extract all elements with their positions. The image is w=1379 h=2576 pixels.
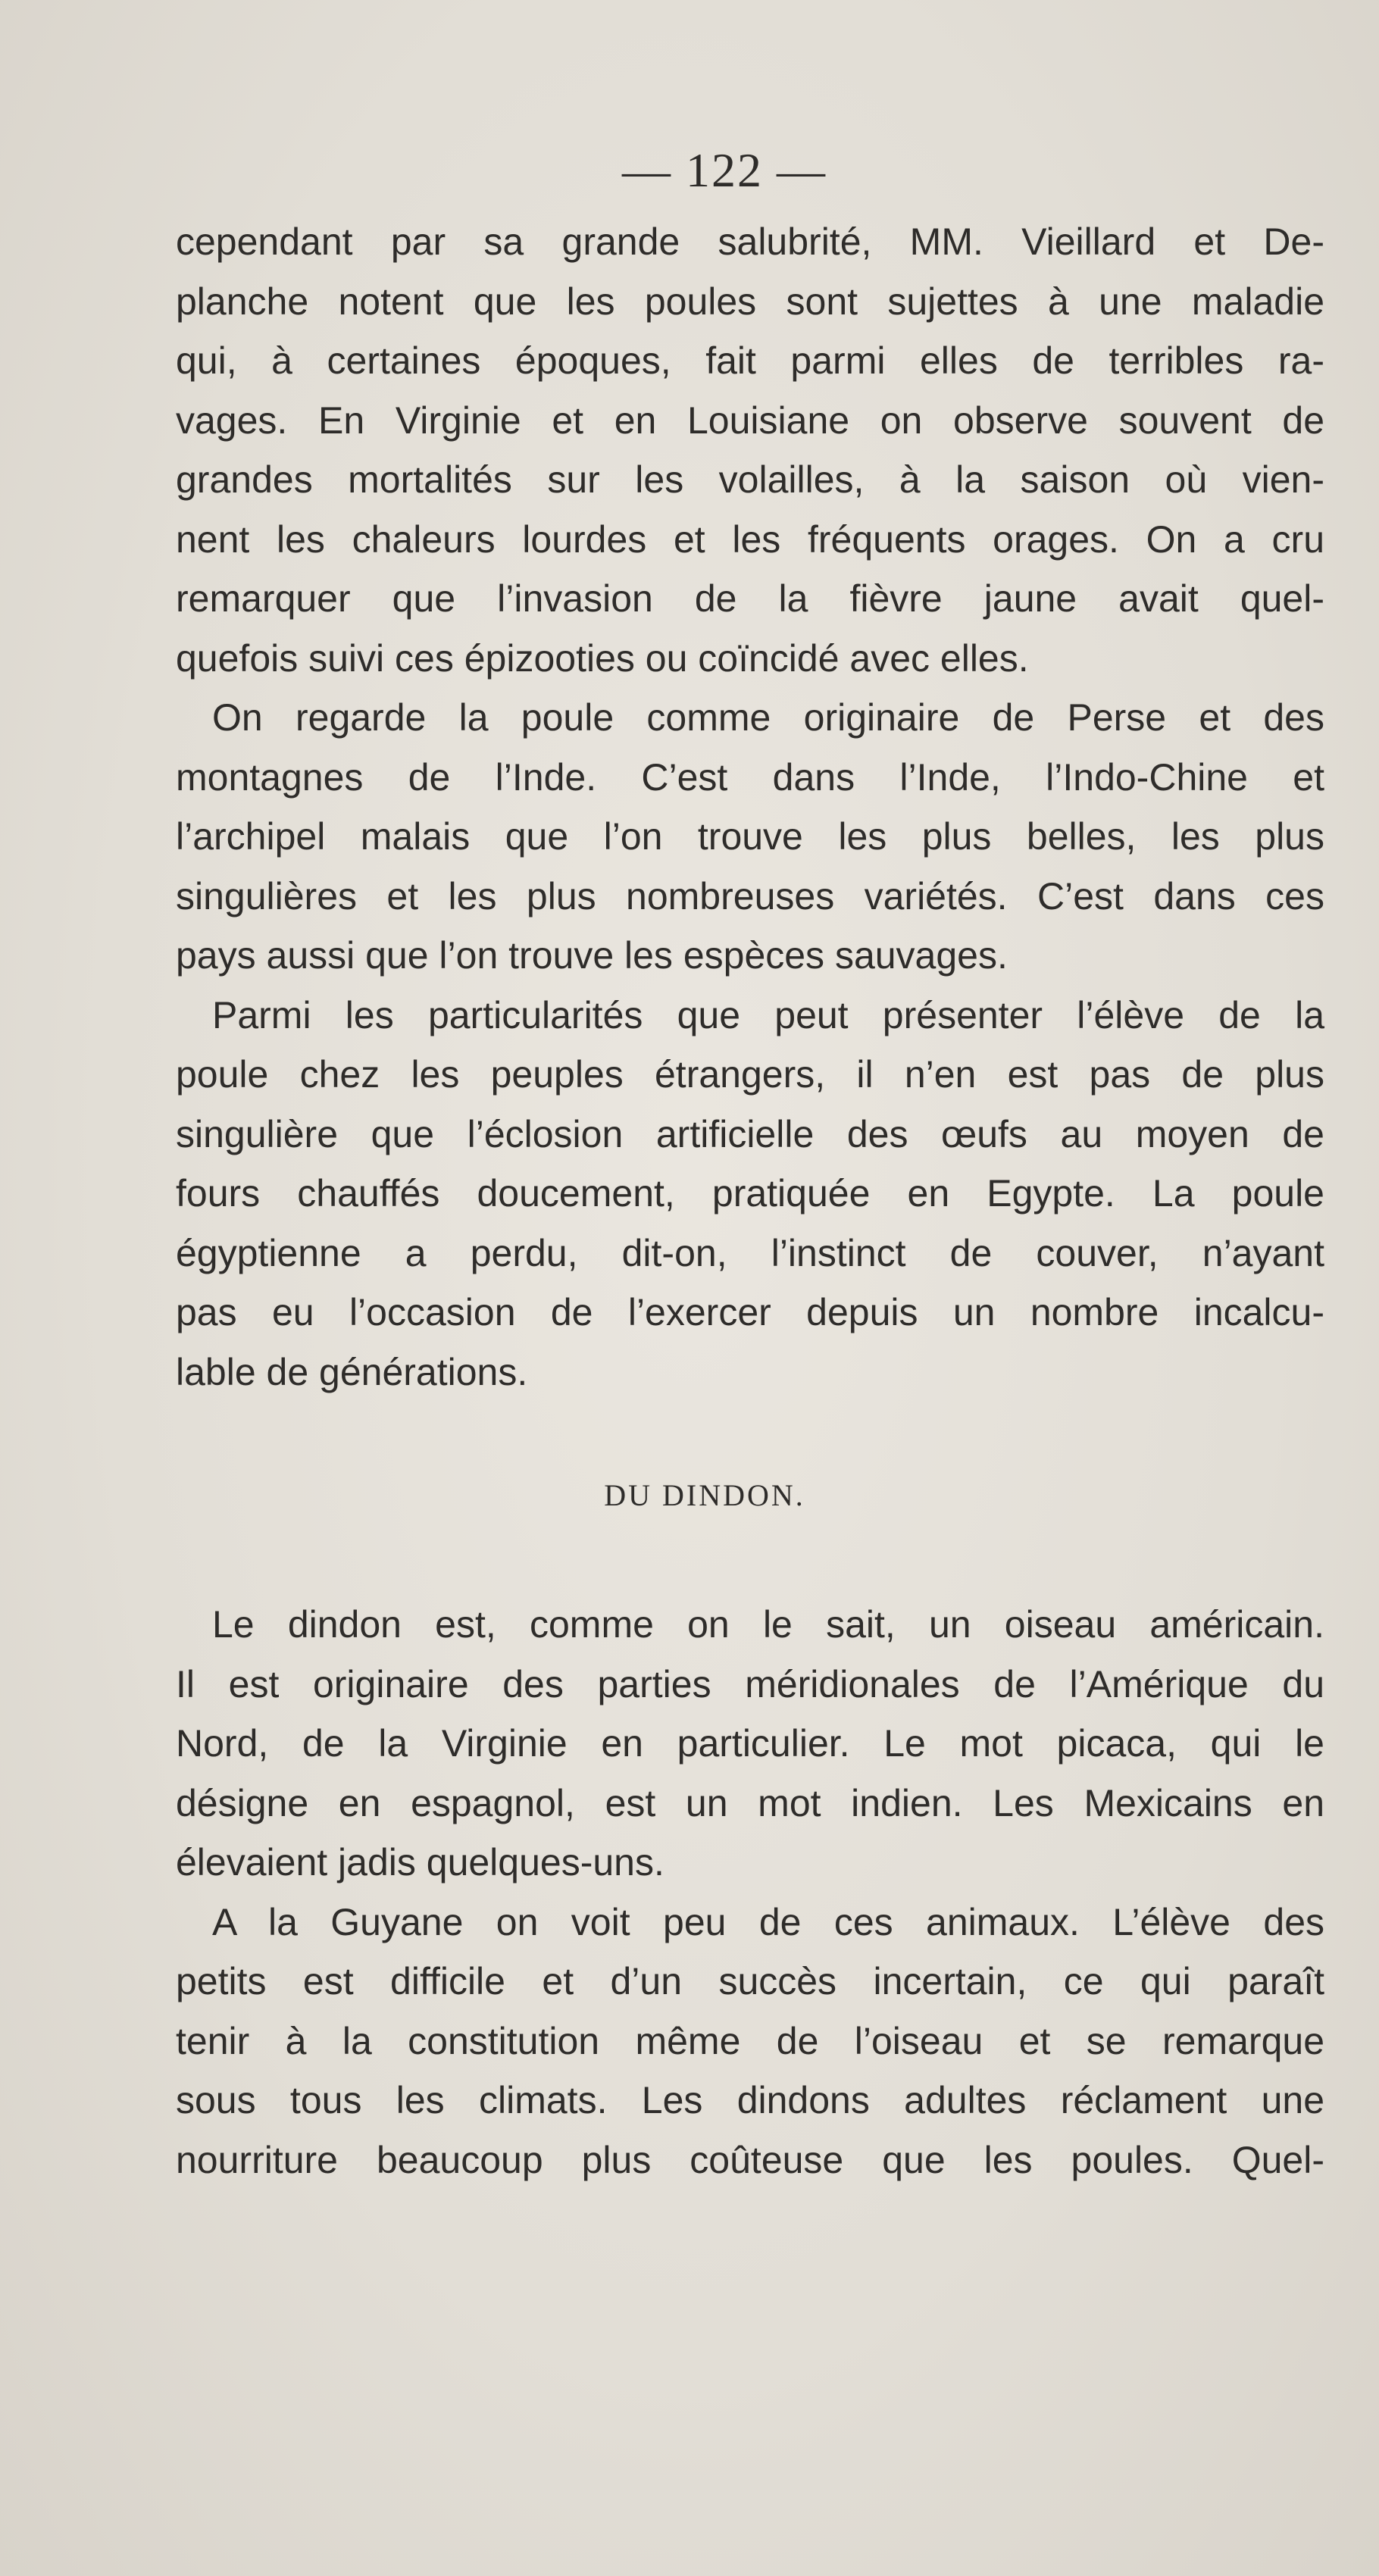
text-line: qui, à certaines époques, fait parmi elles de terribles ra- (176, 339, 1324, 382)
text-line: remarquer que l’invasion de la fièvre jaune avait quel- (176, 577, 1324, 620)
text-line: singulières et les plus nombreuses variétés. C’est dans ces (176, 874, 1324, 918)
text-line: pays aussi que l’on trouve les espèces sauvages. (176, 934, 1008, 977)
text-line: Nord, de la Virginie en particulier. Le mot picaca, qui le (176, 1722, 1324, 1765)
section-heading: DU DINDON. (604, 1478, 805, 1512)
text-line: pas eu l’occasion de l’exercer depuis un nombre incalcu- (176, 1291, 1324, 1333)
text-line: l’archipel malais que l’on trouve les plus belles, les plus (176, 815, 1324, 858)
text-line: On regarde la poule comme originaire de Perse et des (212, 696, 1324, 739)
text-body (176, 212, 1324, 2190)
text-line: Parmi les particularités que peut présenter l’élève de la (212, 993, 1324, 1036)
text-line: quefois suivi ces épizooties ou coïncidé avec elles. (176, 636, 1029, 680)
text-line: Le dindon est, comme on le sait, un oiseau américain. (212, 1603, 1324, 1646)
text-line: grandes mortalités sur les volailles, à la saison où vien- (176, 458, 1324, 501)
text-line: nent les chaleurs lourdes et les fréquents orages. On a cru (176, 517, 1324, 561)
text-line: A la Guyane on voit peu de ces animaux. L’élève des (212, 1900, 1324, 1943)
paragraph-2 (176, 688, 1324, 986)
paragraph-3 (176, 986, 1324, 1402)
text-line: égyptienne a perdu, dit-on, l’instinct de couver, n’ayant (176, 1231, 1324, 1274)
text-line: désigne en espagnol, est un mot indien. Les Mexicains en (176, 1781, 1324, 1824)
text-line: planche notent que les poules sont sujettes à une maladie (176, 280, 1324, 323)
text-line: singulière que l’éclosion artificielle des œufs au moyen de (176, 1112, 1324, 1155)
paragraph-5 (176, 1893, 1324, 2190)
text-line: lable de générations. (176, 1350, 528, 1393)
text-line: vages. En Virginie et en Louisiane on observe souvent de (176, 399, 1324, 442)
text-line: cependant par sa grande salubrité, MM. Vieillard et De- (176, 220, 1324, 263)
text-line: nourriture beaucoup plus coûteuse que les poules. Quel- (176, 2138, 1324, 2181)
text-line: montagnes de l’Inde. C’est dans l’Inde, l’Indo-Chine et (176, 755, 1324, 799)
text-line: Il est originaire des parties méridionales de l’Amérique du (176, 1662, 1324, 1705)
text-line: élevaient jadis quelques-uns. (176, 1841, 664, 1884)
text-line: poule chez les peuples étrangers, il n’en est pas de plus (176, 1053, 1324, 1096)
text-line: petits est difficile et d’un succès incertain, ce qui paraît (176, 1960, 1324, 2002)
text-line: fours chauffés doucement, pratiquée en Egypte. La poule (176, 1172, 1324, 1215)
paragraph-1 (176, 212, 1324, 688)
page-number: — 122 — (622, 143, 827, 197)
text-line: sous tous les climats. Les dindons adultes réclament une (176, 2079, 1324, 2121)
text-line: tenir à la constitution même de l’oiseau et se remarque (176, 2019, 1324, 2062)
paragraph-4 (176, 1595, 1324, 1893)
